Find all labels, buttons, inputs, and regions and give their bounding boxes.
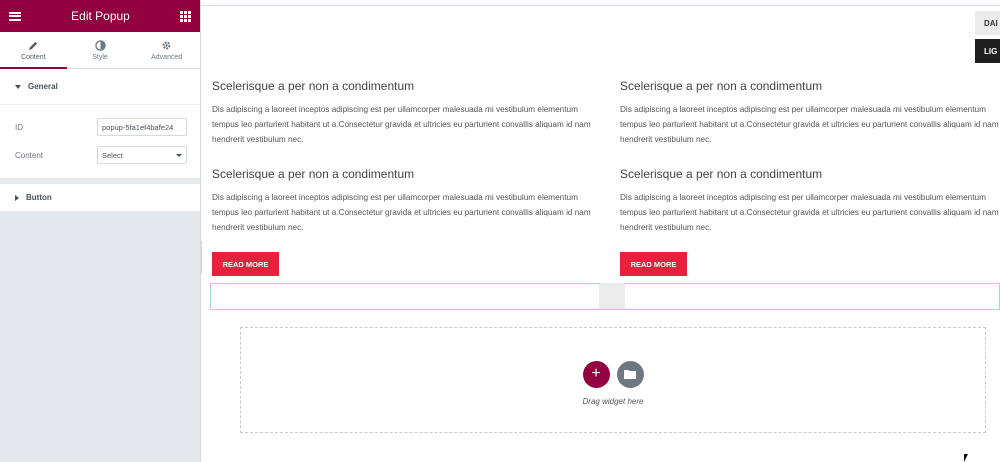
pencil-icon bbox=[28, 39, 39, 51]
post-title: Scelerisque a per non a condimentum bbox=[212, 167, 415, 181]
folder-icon bbox=[624, 369, 636, 379]
panel-title: Edit Popup bbox=[71, 9, 130, 23]
tab-content[interactable] bbox=[0, 32, 67, 68]
id-label: ID bbox=[15, 122, 23, 132]
post-card bbox=[620, 167, 1000, 235]
dropzone-hint: Drag widget here bbox=[582, 396, 644, 406]
post-excerpt: Dis adipiscing a laoreet inceptos adipiscing est per ullamcorper malesuada mi vestibulum elementum tempus leo parturient habitant ut a.Consectetur gravida et ultricies eu parturient convallis aliquam id nam hendrerit vestibulum nec. bbox=[212, 193, 591, 232]
add-section-button[interactable]: + bbox=[583, 361, 610, 388]
post-title: Scelerisque a per non a condimentum bbox=[620, 79, 823, 93]
content-control bbox=[0, 141, 200, 169]
id-input[interactable] bbox=[97, 118, 187, 136]
tab-advanced[interactable] bbox=[133, 32, 200, 68]
caret-right-icon bbox=[15, 195, 19, 201]
mouse-cursor-icon bbox=[964, 454, 968, 462]
widget-dropzone[interactable] bbox=[240, 327, 986, 433]
post-excerpt: Dis adipiscing a laoreet inceptos adipiscing est per ullamcorper malesuada mi vestibulum elementum tempus leo parturient habitant ut a.Consectetur gravida et ultricies eu parturient convallis aliquam id nam hendrerit vestibulum nec. bbox=[620, 105, 999, 144]
read-more-button[interactable]: READ MORE bbox=[620, 252, 687, 276]
general-section-heading: General bbox=[28, 82, 58, 91]
button-section bbox=[0, 184, 200, 211]
content-select[interactable] bbox=[97, 146, 187, 164]
dropzone-actions bbox=[583, 361, 644, 388]
content-label: Content bbox=[15, 150, 44, 160]
post-excerpt: Dis adipiscing a laoreet inceptos adipiscing est per ullamcorper malesuada mi vestibulum elementum tempus leo parturient habitant ut a.Consectetur gravida et ultricies eu parturient convallis aliquam id nam hendrerit vestibulum nec. bbox=[212, 105, 591, 144]
general-section-toggle[interactable] bbox=[0, 69, 200, 105]
tab-style-label: Style bbox=[92, 54, 108, 61]
menu-icon[interactable] bbox=[9, 12, 21, 21]
gear-icon bbox=[161, 39, 172, 51]
id-control bbox=[0, 113, 200, 141]
content-select-value: Select bbox=[102, 150, 123, 160]
button-section-toggle[interactable] bbox=[0, 184, 200, 211]
preview-canvas bbox=[202, 0, 1000, 462]
tab-content-label: Content bbox=[21, 54, 46, 61]
panel-tabs bbox=[0, 32, 200, 69]
chevron-down-icon bbox=[176, 154, 182, 157]
tab-style[interactable] bbox=[67, 32, 134, 68]
caret-down-icon bbox=[15, 85, 21, 89]
contrast-icon bbox=[95, 39, 106, 51]
template-library-button[interactable] bbox=[617, 361, 644, 388]
tab-advanced-label: Advanced bbox=[151, 54, 183, 61]
post-title: Scelerisque a per non a condimentum bbox=[212, 79, 415, 93]
row-handle[interactable] bbox=[599, 283, 625, 309]
post-card bbox=[212, 167, 592, 235]
dark-mode-button[interactable]: DAI bbox=[975, 11, 1000, 35]
general-section bbox=[0, 69, 200, 178]
post-title: Scelerisque a per non a condimentum bbox=[620, 167, 823, 181]
post-excerpt: Dis adipiscing a laoreet inceptos adipiscing est per ullamcorper malesuada mi vestibulum elementum tempus leo parturient habitant ut a.Consectetur gravida et ultricies eu parturient convallis aliquam id nam hendrerit vestibulum nec. bbox=[620, 193, 999, 232]
top-divider bbox=[202, 5, 1000, 6]
button-section-heading: Button bbox=[26, 193, 52, 202]
post-card bbox=[620, 79, 1000, 147]
post-card bbox=[212, 79, 592, 147]
mode-switcher bbox=[975, 11, 1000, 63]
light-mode-button[interactable]: LIG bbox=[975, 39, 1000, 63]
widgets-grid-icon[interactable] bbox=[180, 11, 191, 22]
editor-panel bbox=[0, 0, 201, 462]
read-more-button[interactable]: READ MORE bbox=[212, 252, 279, 276]
panel-header bbox=[0, 0, 200, 32]
